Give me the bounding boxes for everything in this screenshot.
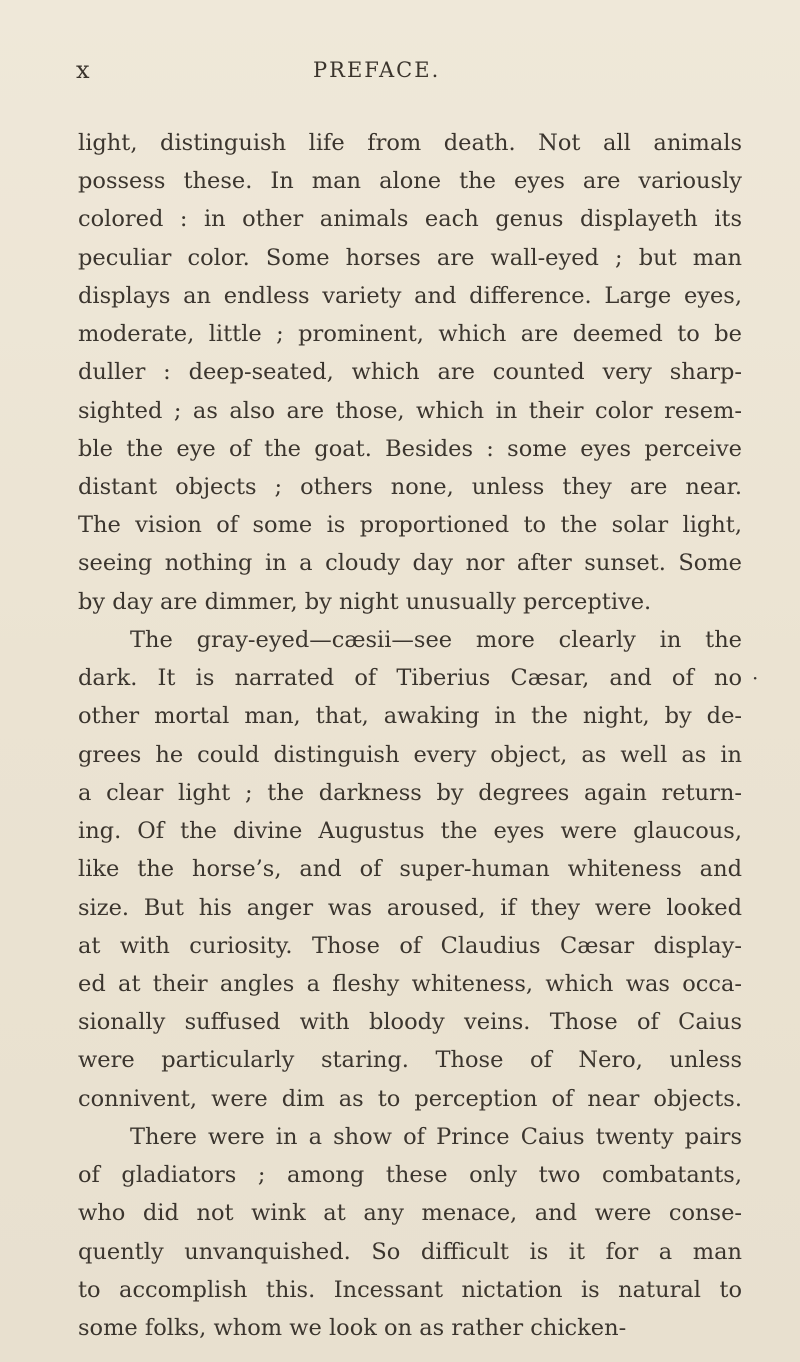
text-line: quently unvanquished. So difficult is it for a man xyxy=(78,1238,742,1265)
text-line: by day are dimmer, by night unusually perceptive. xyxy=(78,588,652,615)
text-line: grees he could distinguish every object, as well as in xyxy=(78,741,742,768)
text-line: dark. It is narrated of Tiberius Cæsar, and of no xyxy=(78,665,742,692)
text-line: who did not wink at any menace, and were conse- xyxy=(78,1200,742,1227)
text-line: seeing nothing in a cloudy day nor after sunset. Some xyxy=(78,550,742,577)
text-line: were particularly staring. Those of Nero, unless xyxy=(78,1047,742,1074)
margin-mark: · xyxy=(752,666,759,691)
text-line: ed at their angles a fleshy whiteness, which was occa- xyxy=(78,970,742,997)
text-line: to accomplish this. Incessant nictation is natural to xyxy=(78,1276,742,1303)
text-line: There were in a show of Prince Caius twenty pairs xyxy=(130,1123,742,1150)
text-line: some folks, whom we look on as rather chicken- xyxy=(78,1315,627,1341)
text-line: a clear light ; the darkness by degrees again return- xyxy=(78,779,742,806)
text-line: moderate, little ; prominent, which are deemed to be xyxy=(78,321,742,348)
text-line: The vision of some is proportioned to the solar light, xyxy=(78,512,742,539)
text-line: possess these. In man alone the eyes are variously xyxy=(78,168,742,195)
running-head: PREFACE. xyxy=(313,58,441,82)
page-number: x xyxy=(76,56,91,84)
text-line: ing. Of the divine Augustus the eyes were glaucous, xyxy=(78,818,742,845)
text-line: of gladiators ; among these only two combatants, xyxy=(78,1162,742,1189)
text-line: like the horse’s, and of super-human whiteness and xyxy=(78,856,742,883)
text-line: peculiar color. Some horses are wall-eyed ; but man xyxy=(78,244,742,271)
text-line: size. But his anger was aroused, if they were looked xyxy=(78,894,742,921)
page-header xyxy=(0,54,800,94)
text-line: connivent, were dim as to perception of near objects. xyxy=(78,1085,742,1112)
text-line: other mortal man, that, awaking in the night, by de- xyxy=(78,703,742,730)
text-line: The gray-eyed—cæsii—see more clearly in the xyxy=(130,626,742,653)
text-line: ble the eye of the goat. Besides : some eyes perceive xyxy=(78,435,742,462)
text-line: sionally suffused with bloody veins. Those of Caius xyxy=(78,1009,742,1036)
text-line: duller : deep-seated, which are counted very sharp- xyxy=(78,359,742,386)
text-line: distant objects ; others none, unless they are near. xyxy=(78,474,742,501)
text-line: sighted ; as also are those, which in their color resem- xyxy=(78,397,742,424)
text-line: colored : in other animals each genus displayeth its xyxy=(78,206,742,233)
text-line: light, distinguish life from death. Not all animals xyxy=(78,130,742,156)
text-line: at with curiosity. Those of Claudius Cæsar display- xyxy=(78,932,742,959)
text-line: displays an endless variety and difference. Large eyes, xyxy=(78,282,742,309)
